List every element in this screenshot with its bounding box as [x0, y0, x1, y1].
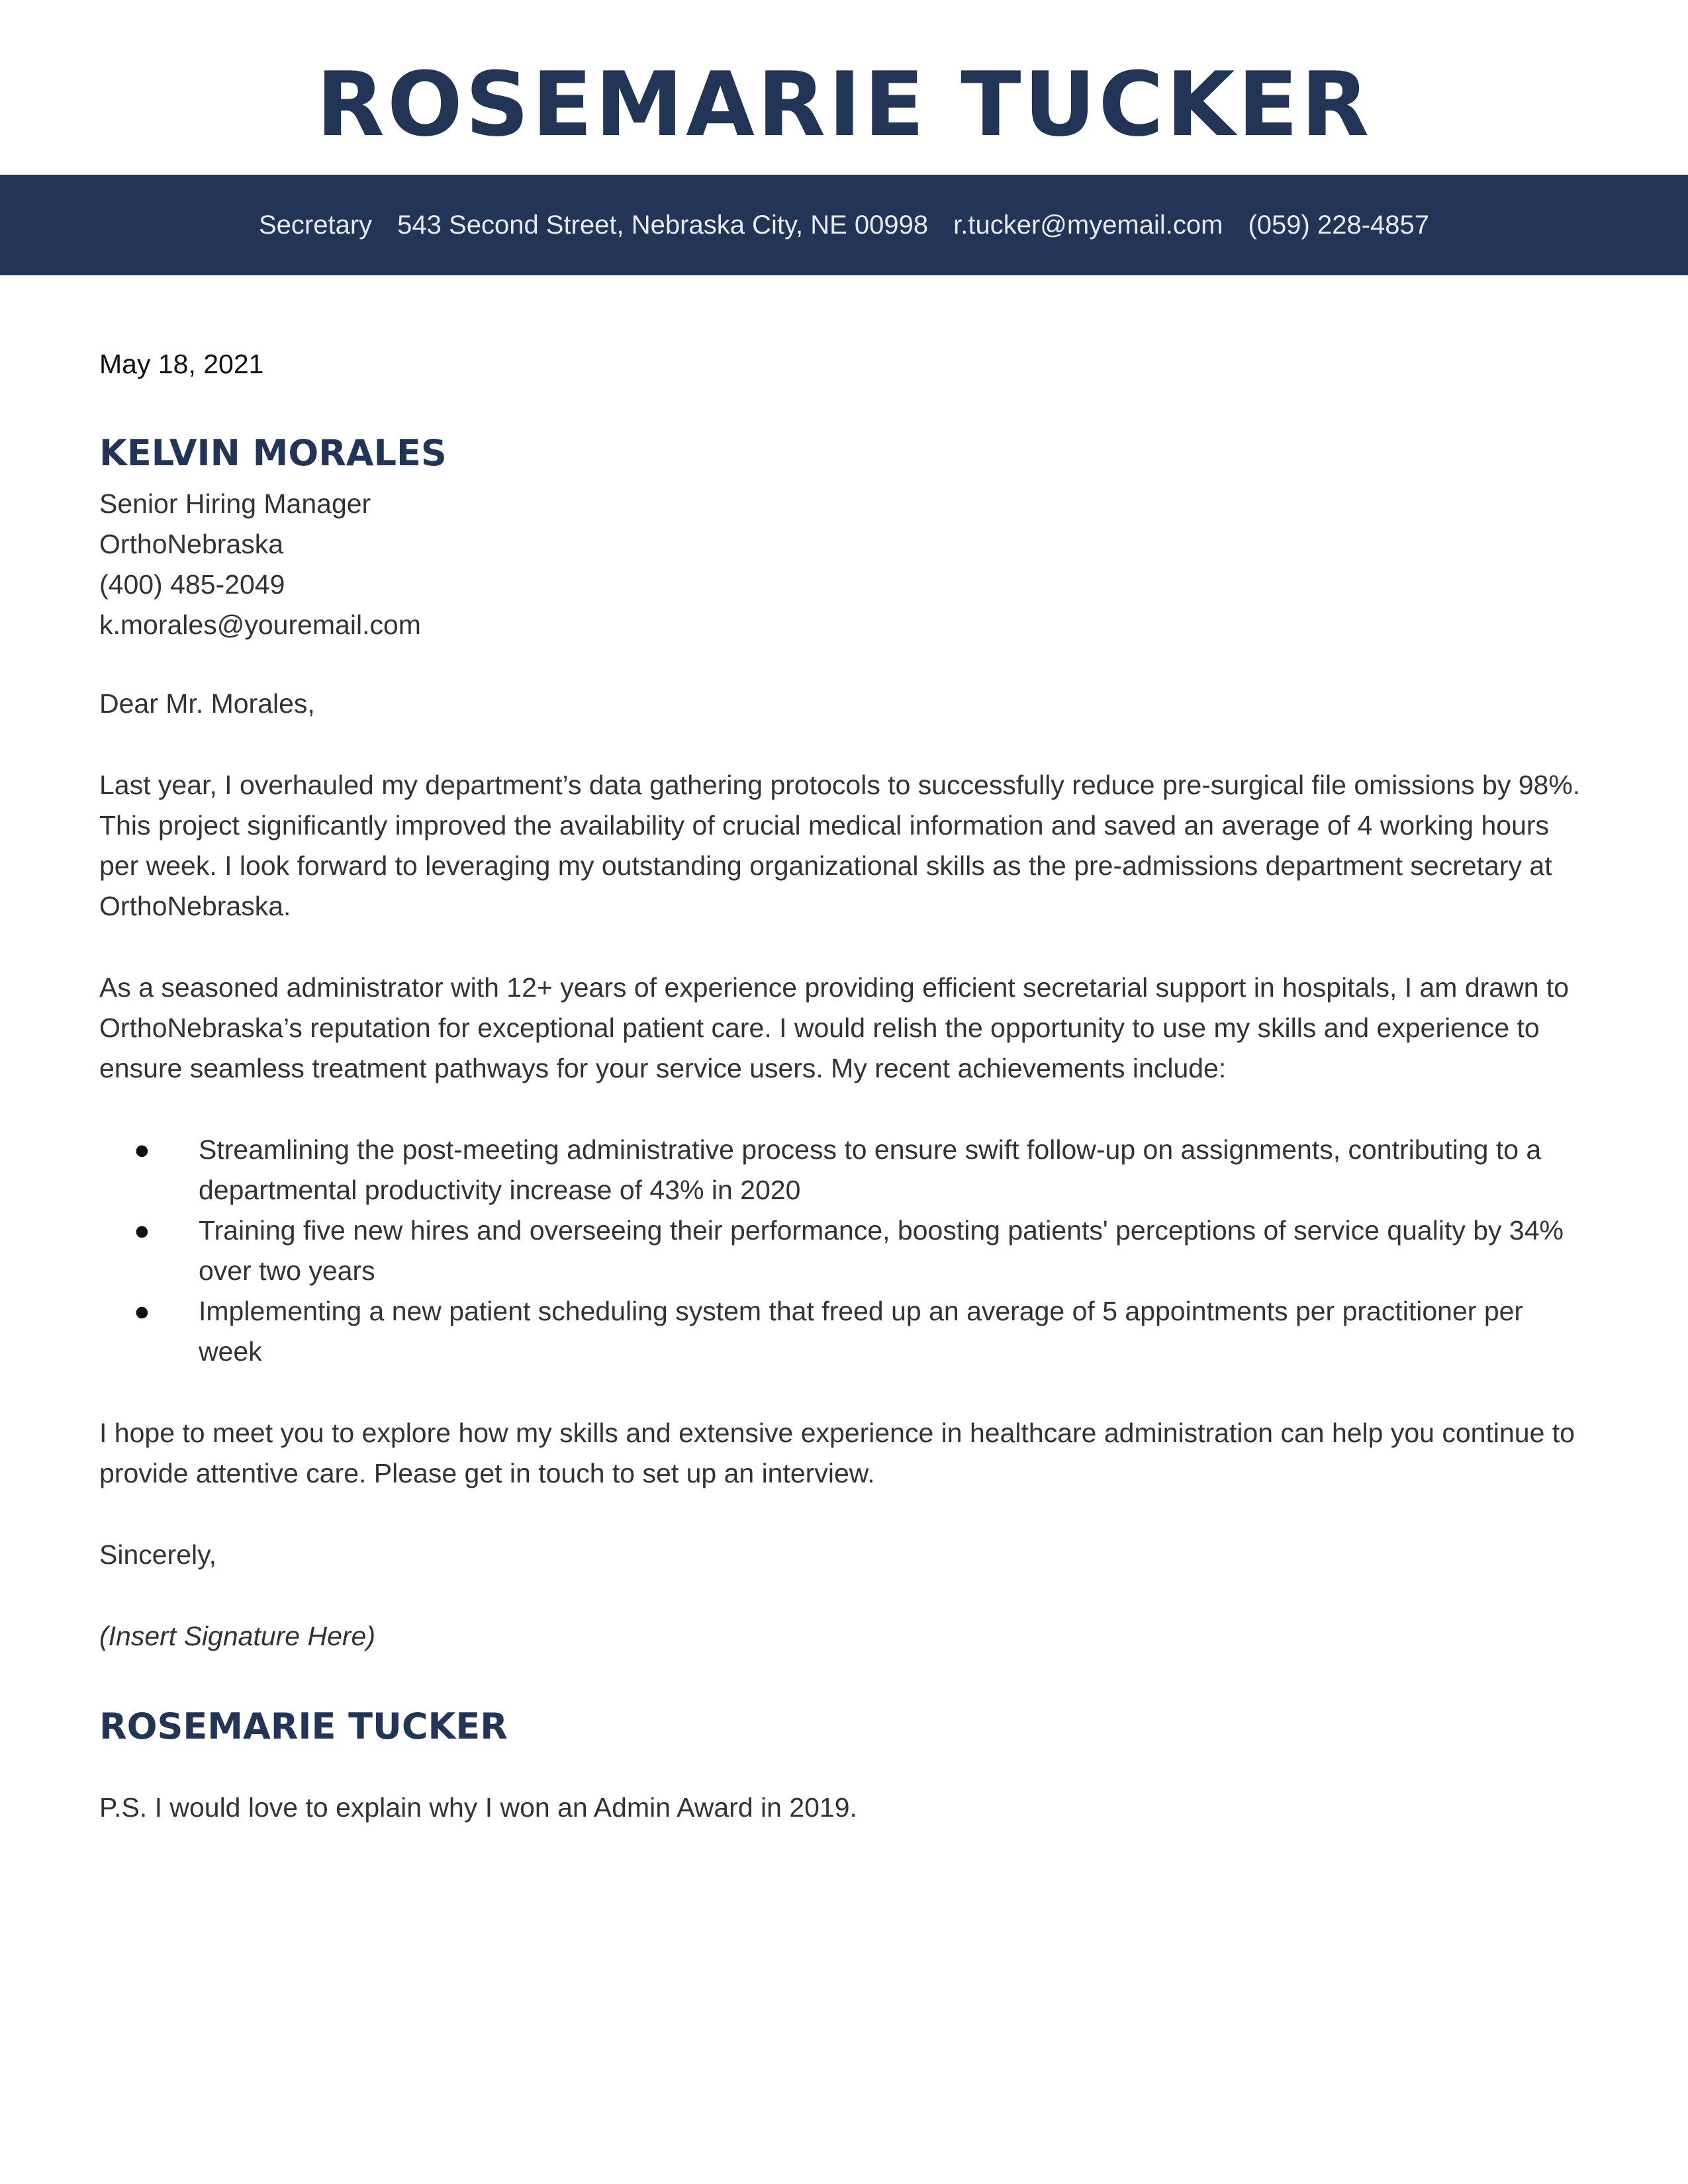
header-name: ROSEMARIE TUCKER	[316, 53, 1372, 156]
bullet-icon: ●	[134, 1134, 150, 1165]
postscript: P.S. I would love to explain why I won an Admin Award in 2019.	[99, 1792, 857, 1823]
list-item	[99, 1130, 1589, 1210]
contact-phone: (059) 228-4857	[1248, 210, 1429, 240]
recipient-title: Senior Hiring Manager	[99, 488, 371, 519]
achievement-text: Streamlining the post-meeting administrative process to ensure swift follow-up on assignments, contributing to a departmental productivity increase of 43% in 2020	[199, 1134, 1542, 1205]
signature-placeholder: (Insert Signature Here)	[99, 1621, 376, 1651]
bullet-icon: ●	[134, 1215, 150, 1246]
list-item	[99, 1291, 1589, 1372]
recipient-name: KELVIN MORALES	[99, 432, 447, 474]
closing-paragraph: I hope to meet you to explore how my skills and extensive experience in healthcare administration can help you continue to provide attentive care. Please get in touch to set up an interview.	[99, 1418, 1575, 1488]
achievement-text: Training five new hires and overseeing their performance, boosting patients' perceptions of service quality by 34% over two years	[199, 1215, 1564, 1286]
bullet-icon: ●	[134, 1296, 150, 1326]
sender-name: ROSEMARIE TUCKER	[99, 1706, 508, 1747]
achievement-text: Implementing a new patient scheduling system that freed up an average of 5 appointments per practitioner per week	[199, 1296, 1524, 1367]
letter-date: May 18, 2021	[99, 349, 264, 379]
closing: Sincerely,	[99, 1539, 216, 1570]
contact-address: 543 Second Street, Nebraska City, NE 00998	[397, 210, 929, 240]
salutation: Dear Mr. Morales,	[99, 688, 315, 719]
recipient-company: OrthoNebraska	[99, 529, 284, 559]
recipient-phone: (400) 485-2049	[99, 569, 285, 600]
achievements-list	[99, 1130, 1589, 1372]
contact-bar	[0, 175, 1688, 275]
contact-title: Secretary	[259, 210, 373, 240]
body-paragraph-2: As a seasoned administrator with 12+ years of experience providing efficient secretarial support in hospitals, I am drawn to OrthoNebraska’s reputation for exceptional patient care. I would relish the opportunity to use my skills and experience to ensure seamless treatment pathways for your service users. My recent achievements include:	[99, 972, 1570, 1083]
body-paragraph-1: Last year, I overhauled my department’s data gathering protocols to successfully reduce pre-surgical file omissions by 98%. This project significantly improved the availability of crucial medical information and saved an average of 4 working hours per week. I look forward to leveraging my outstanding organizational skills as the pre-admissions department secretary at OrthoNebraska.	[99, 770, 1581, 921]
letter-body	[99, 344, 1589, 1828]
contact-email: r.tucker@myemail.com	[953, 210, 1223, 240]
recipient-block	[99, 427, 1589, 645]
recipient-email: k.morales@youremail.com	[99, 610, 421, 640]
list-item	[99, 1210, 1589, 1291]
